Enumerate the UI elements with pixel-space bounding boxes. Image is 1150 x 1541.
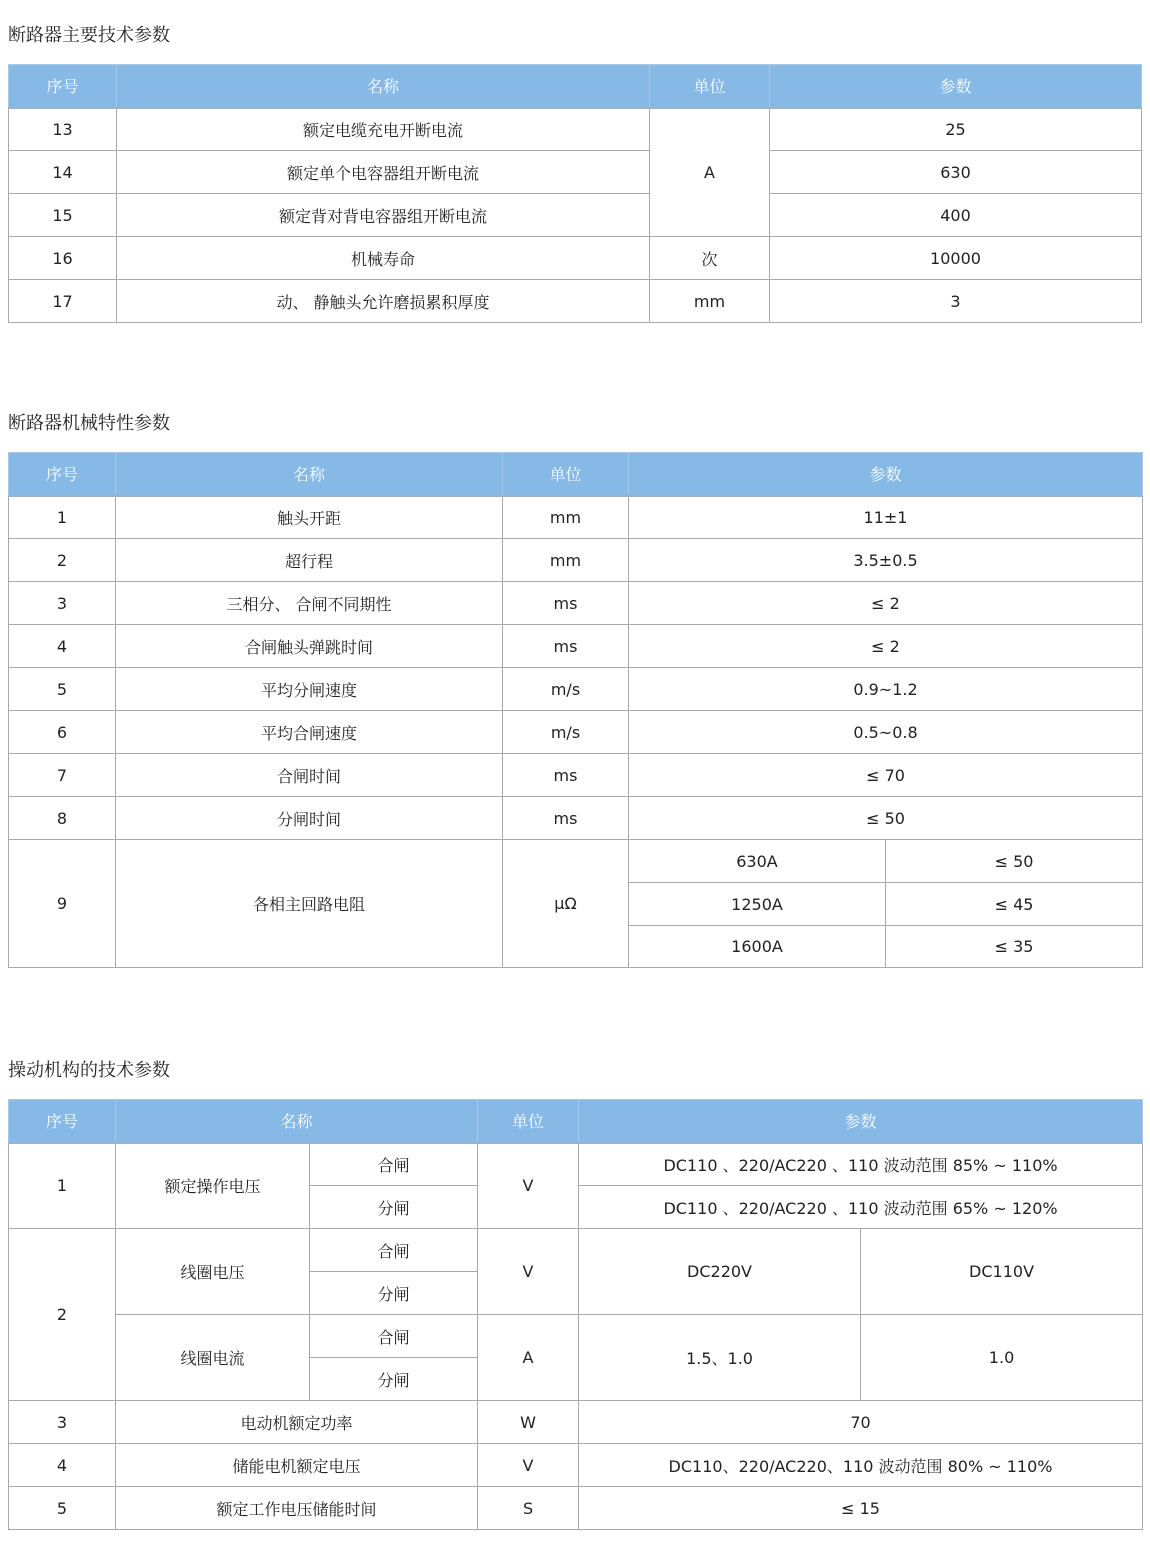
header-value: 参数: [770, 65, 1142, 108]
row-unit: V: [478, 1229, 579, 1315]
row-no: 3: [9, 582, 116, 625]
row-value-1: DC220V: [579, 1229, 861, 1315]
row-unit: 次: [650, 237, 770, 280]
row-unit: m/s: [503, 711, 629, 754]
row-no: 13: [9, 108, 117, 151]
row-unit: mm: [503, 496, 629, 539]
row-name: 分闸时间: [116, 797, 503, 840]
row-unit: ms: [503, 582, 629, 625]
header-name: 名称: [117, 65, 650, 108]
row-unit: S: [478, 1487, 579, 1530]
row-no: 4: [9, 625, 116, 668]
row-unit: m/s: [503, 668, 629, 711]
mechanism-params-table: [8, 1099, 1143, 1530]
table-row: [9, 1143, 1143, 1186]
row-no: 4: [9, 1444, 116, 1487]
row-name: 动、 静触头允许磨损累积厚度: [117, 280, 650, 323]
row-name: 平均分闸速度: [116, 668, 503, 711]
row-no: 7: [9, 754, 116, 797]
row-no: 1: [9, 496, 116, 539]
row-value-2: DC110V: [861, 1229, 1143, 1315]
row-sub-close: 合闸: [310, 1143, 478, 1186]
row-value: 3.5±0.5: [629, 539, 1143, 582]
row-unit: mm: [503, 539, 629, 582]
row-name: 储能电机额定电压: [116, 1444, 478, 1487]
row-unit: ms: [503, 797, 629, 840]
row-unit: A: [478, 1315, 579, 1401]
resistance-current: 630A: [629, 840, 886, 883]
resistance-current: 1250A: [629, 883, 886, 926]
row-no: 17: [9, 280, 117, 323]
table-row: [9, 797, 1143, 840]
row-value-1: 1.5、1.0: [579, 1315, 861, 1401]
row-no: 8: [9, 797, 116, 840]
row-name: 额定操作电压: [116, 1143, 310, 1229]
section3-title: 操动机构的技术参数: [8, 1060, 170, 1081]
table-row: [9, 840, 1143, 883]
main-params-table: [8, 64, 1142, 323]
table-row: [9, 668, 1143, 711]
row-value: ≤ 50: [629, 797, 1143, 840]
row-value: 25: [770, 108, 1142, 151]
row-value: ≤ 70: [629, 754, 1143, 797]
header-unit: 单位: [503, 453, 629, 496]
table-row: [9, 754, 1143, 797]
row-name: 额定工作电压储能时间: [116, 1487, 478, 1530]
table-row: [9, 625, 1143, 668]
table-header-row: [9, 453, 1143, 496]
row-value: 630: [770, 151, 1142, 194]
row-value: ≤ 2: [629, 625, 1143, 668]
row-sub-open: 分闸: [310, 1186, 478, 1229]
table-header-row: [9, 65, 1142, 108]
row-value: 3: [770, 280, 1142, 323]
row-no: 2: [9, 539, 116, 582]
row-name: 各相主回路电阻: [116, 840, 503, 968]
table-row: [9, 539, 1143, 582]
row-name: 平均合闸速度: [116, 711, 503, 754]
row-name: 触头开距: [116, 496, 503, 539]
table-row: [9, 108, 1142, 151]
header-name: 名称: [116, 453, 503, 496]
header-unit: 单位: [478, 1100, 579, 1143]
row-unit: mm: [650, 280, 770, 323]
table-row: [9, 237, 1142, 280]
row-no: 5: [9, 1487, 116, 1530]
header-no: 序号: [9, 453, 116, 496]
table-row: [9, 1487, 1143, 1530]
row-unit: μΩ: [503, 840, 629, 968]
row-unit: A: [650, 108, 770, 237]
row-name: 合闸时间: [116, 754, 503, 797]
row-value: 10000: [770, 237, 1142, 280]
table-row: [9, 1315, 1143, 1358]
row-name: 线圈电压: [116, 1229, 310, 1315]
row-name: 额定背对背电容器组开断电流: [117, 194, 650, 237]
table-row: [9, 280, 1142, 323]
resistance-value: ≤ 45: [886, 883, 1143, 926]
row-name: 额定电缆充电开断电流: [117, 108, 650, 151]
table-row: [9, 151, 1142, 194]
row-no: 14: [9, 151, 117, 194]
table-header-row: [9, 1100, 1143, 1143]
row-value-2: 1.0: [861, 1315, 1143, 1401]
row-value: ≤ 2: [629, 582, 1143, 625]
row-unit: ms: [503, 625, 629, 668]
row-value: 0.9~1.2: [629, 668, 1143, 711]
header-value: 参数: [579, 1100, 1143, 1143]
table-row: [9, 1401, 1143, 1444]
resistance-value: ≤ 50: [886, 840, 1143, 883]
row-name: 额定单个电容器组开断电流: [117, 151, 650, 194]
row-name: 合闸触头弹跳时间: [116, 625, 503, 668]
row-no: 16: [9, 237, 117, 280]
header-value: 参数: [629, 453, 1143, 496]
row-value: 70: [579, 1401, 1143, 1444]
row-sub-open: 分闸: [310, 1358, 478, 1401]
table-row: [9, 1444, 1143, 1487]
row-unit: ms: [503, 754, 629, 797]
row-value: DC110 、220/AC220 、110 波动范围 65% ~ 120%: [579, 1186, 1143, 1229]
row-unit: V: [478, 1444, 579, 1487]
resistance-value: ≤ 35: [886, 926, 1143, 968]
table-row: [9, 1229, 1143, 1272]
row-value: DC110 、220/AC220 、110 波动范围 85% ~ 110%: [579, 1143, 1143, 1186]
header-name: 名称: [116, 1100, 478, 1143]
resistance-current: 1600A: [629, 926, 886, 968]
row-sub-close: 合闸: [310, 1229, 478, 1272]
row-no: 9: [9, 840, 116, 968]
row-no: 6: [9, 711, 116, 754]
row-sub-open: 分闸: [310, 1272, 478, 1315]
row-name: 超行程: [116, 539, 503, 582]
row-value: 400: [770, 194, 1142, 237]
table-row: [9, 582, 1143, 625]
row-no: 15: [9, 194, 117, 237]
header-no: 序号: [9, 1100, 116, 1143]
mechanical-params-table: [8, 452, 1143, 968]
row-value: 11±1: [629, 496, 1143, 539]
row-name: 三相分、 合闸不同期性: [116, 582, 503, 625]
row-value: DC110、220/AC220、110 波动范围 80% ~ 110%: [579, 1444, 1143, 1487]
row-no: 1: [9, 1143, 116, 1229]
row-no: 3: [9, 1401, 116, 1444]
table-row: [9, 496, 1143, 539]
row-value: 0.5~0.8: [629, 711, 1143, 754]
row-sub-close: 合闸: [310, 1315, 478, 1358]
table-row: [9, 711, 1143, 754]
row-no: 5: [9, 668, 116, 711]
row-name: 电动机额定功率: [116, 1401, 478, 1444]
row-name: 线圈电流: [116, 1315, 310, 1401]
section1-title: 断路器主要技术参数: [8, 25, 170, 46]
row-no: 2: [9, 1229, 116, 1401]
table-row: [9, 194, 1142, 237]
row-unit: V: [478, 1143, 579, 1229]
row-name: 机械寿命: [117, 237, 650, 280]
header-no: 序号: [9, 65, 117, 108]
header-unit: 单位: [650, 65, 770, 108]
row-unit: W: [478, 1401, 579, 1444]
row-value: ≤ 15: [579, 1487, 1143, 1530]
section2-title: 断路器机械特性参数: [8, 413, 170, 434]
